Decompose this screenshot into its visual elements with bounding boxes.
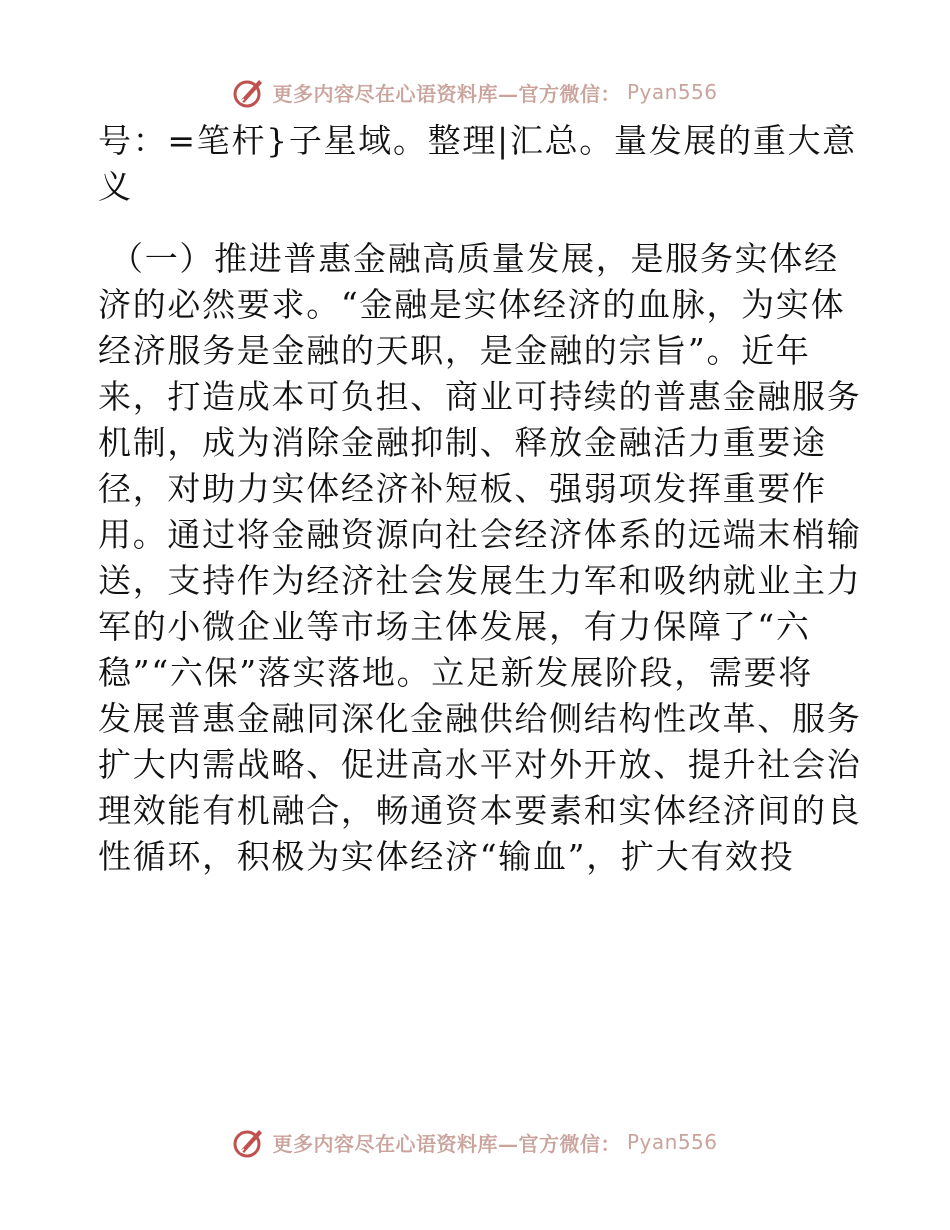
paragraph-line: 来，打造成本可负担、商业可持续的普惠金融服务 <box>98 377 862 416</box>
paragraph-line: 性循环，积极为实体经济“输血”，扩大有效投 <box>98 837 795 876</box>
header-watermark-text: 更多内容尽在心语资料库—官方微信： <box>272 81 621 106</box>
paragraph-line: 机制，成为消除金融抑制、释放金融活力重要途 <box>98 423 827 462</box>
footer-watermark-wechat-id: Pyan556 <box>626 1130 718 1154</box>
footer-watermark-text: 更多内容尽在心语资料库—官方微信： <box>272 1131 621 1156</box>
paragraph-line: 济的必然要求。“金融是实体经济的血脉，为实体 <box>98 285 846 324</box>
document-body <box>98 118 862 880</box>
paragraph-line: 送，支持作为经济社会发展生力军和吸纳就业主力 <box>98 561 862 600</box>
paragraph-line: 经济服务是金融的天职，是金融的宗旨”。近年 <box>98 331 811 370</box>
paragraph-line: 军的小微企业等市场主体发展，有力保障了“六 <box>98 607 811 646</box>
heading-line: 义 <box>98 167 133 206</box>
header-watermark-wechat-id: Pyan556 <box>626 80 718 104</box>
paragraph-spacer <box>98 210 858 236</box>
header-watermark <box>0 72 950 112</box>
paragraph-line: 理效能有机融合，畅通资本要素和实体经济间的良 <box>98 791 862 830</box>
paragraph-line: 扩大内需战略、促进高水平对外开放、提升社会治 <box>98 745 862 784</box>
paragraph-line: 稳”“六保”落实落地。立足新发展阶段，需要将 <box>98 653 814 692</box>
footer-watermark <box>0 1122 950 1162</box>
quill-logo-icon <box>232 75 266 109</box>
heading-line: 号：=笔杆}子星域。整理|汇总。量发展的重大意 <box>98 121 857 160</box>
paragraph-line: 径，对助力实体经济补短板、强弱项发挥重要作 <box>98 469 827 508</box>
paragraph-line: 用。通过将金融资源向社会经济体系的远端末梢输 <box>98 515 862 554</box>
paragraph-line: （一）推进普惠金融高质量发展，是服务实体经 <box>110 239 839 278</box>
paragraph-line: 发展普惠金融同深化金融供给侧结构性改革、服务 <box>98 699 862 738</box>
quill-logo-icon <box>232 1125 266 1159</box>
